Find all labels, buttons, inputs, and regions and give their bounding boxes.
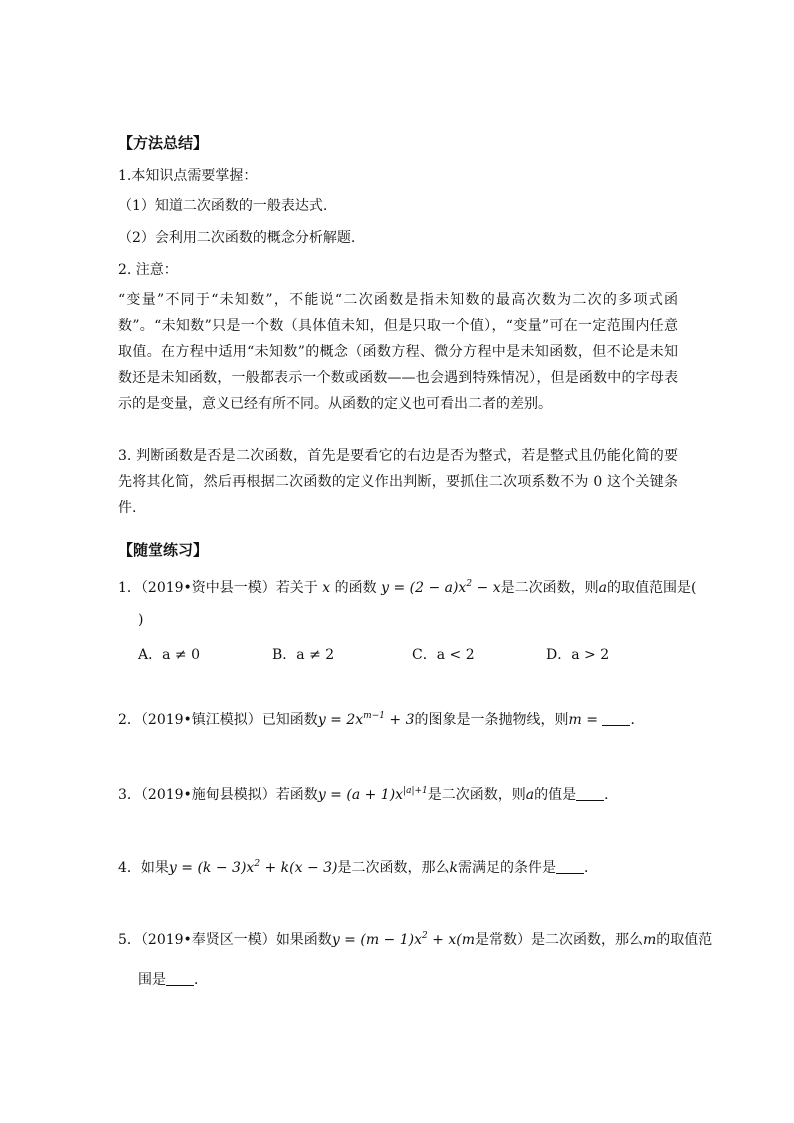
math-var: m: [643, 932, 657, 948]
question-source: （2019•奉贤区一模）: [140, 932, 276, 948]
question-text: 已知函数: [261, 712, 318, 728]
question-4: [118, 858, 598, 878]
option-a[interactable]: A．a ≠ 0: [138, 647, 200, 663]
math-expression: $y = 2x^{m-1} + 3$: [317, 711, 415, 728]
question-text: 的取值范围是(: [606, 580, 697, 596]
question-text: 是常数）是二次函数，那么: [475, 932, 643, 948]
question-5: [118, 930, 712, 950]
math-expression: $y = (m - 1)x^2 + x(m$: [331, 931, 475, 948]
math-var: a: [525, 787, 535, 803]
question-end: ．: [194, 972, 208, 988]
summary-point-1-2: （2）会利用二次函数的概念分析解题.: [118, 230, 356, 246]
answer-blank[interactable]: [576, 786, 604, 801]
summary-point-1: 1.本知识点需要掌握：: [118, 168, 258, 184]
question-text: 若函数: [275, 787, 318, 803]
option-b[interactable]: B．a ≠ 2: [272, 647, 335, 663]
summary-note-paragraph: “变量”不同于“未知数”，不能说“二次函数是指未知数的最高次数为二次的多项式函数”。“未知数”只是一个数（具体值未知，但是只取一个值），“变量”可在一定范围内任意取值。在方程中适用“未知数”的概念（函数方程、微分方程中是未知函数，但不论是未知数还是未知函数，一般都表示一个数或函数——也会遇到特殊情况），但是函数中的字母表示的是变量，意义已经有所不同。从函数的定义也可看出二者的差别。: [118, 292, 678, 412]
question-text: 的取值范: [656, 932, 713, 948]
question-number: 2．: [118, 712, 141, 728]
question-text: 围是: [138, 972, 166, 988]
math-var: a: [598, 580, 607, 596]
question-1: [118, 578, 696, 598]
question-source: （2019•镇江模拟）: [140, 712, 262, 728]
question-1-close-paren: ): [138, 612, 144, 628]
summary-heading: 【方法总结】: [118, 134, 209, 152]
answer-blank[interactable]: [602, 711, 630, 726]
question-text: 的函数: [334, 580, 377, 596]
question-number: 5．: [118, 932, 141, 948]
question-text: 是二次函数，则: [427, 787, 526, 803]
summary-point-3-paragraph: 3. 判断函数是否是二次函数，首先是要看它的右边是否为整式，若是整式且仍能化简的要先将其化简，然后再根据二次函数的定义作出判断，要抓住二次项系数不为 0 这个关键条件.: [118, 448, 678, 516]
question-end: ．: [584, 860, 599, 876]
question-text: 如果: [140, 860, 169, 876]
summary-point-1-1: （1）知道二次函数的一般表达式.: [118, 198, 328, 214]
answer-blank[interactable]: [556, 859, 584, 874]
math-expression: $y = (k - 3)x^2 + k(x - 3)$: [168, 859, 338, 876]
question-text: 如果函数: [275, 932, 332, 948]
question-2: [118, 710, 644, 730]
question-end: ．: [630, 712, 645, 728]
question-number: 4．: [118, 860, 141, 876]
practice-heading: 【随堂练习】: [118, 541, 209, 559]
question-text: 是二次函数，那么: [337, 860, 450, 876]
math-expression: m =: [568, 712, 598, 728]
question-text: 若关于: [275, 580, 318, 596]
question-number: 3．: [118, 787, 141, 803]
question-3: [118, 785, 618, 805]
question-5-continued: [138, 970, 208, 990]
question-source: （2019•资中县一模）: [140, 580, 276, 596]
question-source: （2019•施甸县模拟）: [140, 787, 276, 803]
math-expression: $y = (2 - a)x^2 - x$: [381, 579, 501, 596]
answer-blank[interactable]: [166, 971, 194, 986]
math-expression: $y = (a + 1)x^{|a|+1}$: [317, 786, 428, 803]
question-number: 1．: [118, 580, 141, 596]
question-text: 的图象是一条抛物线，则: [414, 712, 569, 728]
math-var: x: [322, 580, 331, 596]
question-end: ．: [604, 787, 619, 803]
question-text: 的值是: [534, 787, 577, 803]
option-c[interactable]: C．a < 2: [412, 647, 475, 663]
summary-point-2: 2. 注意：: [118, 262, 178, 278]
math-var: k: [449, 860, 459, 876]
option-d[interactable]: D．a > 2: [546, 647, 610, 663]
question-text: 需满足的条件是: [458, 860, 557, 876]
question-text: 是二次函数，则: [500, 580, 599, 596]
